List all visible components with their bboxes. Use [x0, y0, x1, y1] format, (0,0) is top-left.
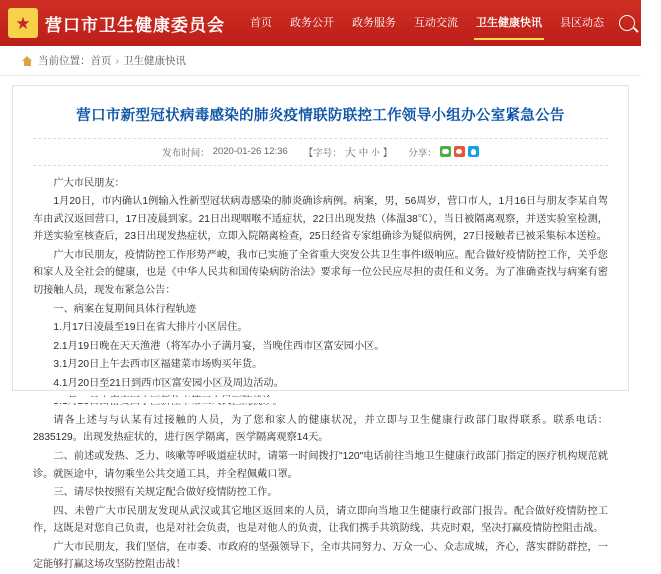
home-icon [22, 56, 33, 66]
article-paragraph: 请各上述与与认某有过接触的人员，为了您和家人的健康状况，并立即与卫生健康行政部门取得联系。联系电话：2835129。出现发热症状的，进行医学隔离，医学隔离观察14天。 [33, 414, 608, 444]
font-size-small-button[interactable]: 小 [371, 146, 380, 157]
font-size-label-end: 】 [382, 147, 393, 159]
nav-item-interaction[interactable]: 互动交流 [414, 17, 458, 29]
wechat-share-icon[interactable] [440, 146, 451, 157]
article-paragraph: 2.1月19日晚在天天渔港（将军办小子满月宴，当晚住西市区富安园小区。 [53, 340, 385, 352]
breadcrumb [0, 46, 641, 76]
user-icon[interactable] [645, 15, 661, 32]
weibo-share-icon[interactable] [454, 146, 465, 157]
article-paragraph: 四、未曾广大市民朋友发现从武汉或其它地区返回来的人员，请立即向当地卫生健康行政部门报告。配合做好疫情防控工作，这既是对您自己负责，也是对社会负责，也是对他人的负责，让我们携手共筑防线、共克时艰，坚决打赢疫情防控阻击战。 [33, 505, 608, 535]
article-paragraph: 广大市民朋友，疫情防控工作形势严峻，我市已实施了全省重大突发公共卫生事件Ⅰ级响应。配合做好疫情防控工作，关乎您和家人及全社会的健康，也是《中华人民共和国传染病防治法》要求每一位公民应尽担的责任和义务。为了准确查找与病案有密切接触人员，现发布紧急公告： [33, 249, 608, 297]
font-size-medium-button[interactable]: 中 [358, 147, 369, 159]
emblem-star-icon: ★ [15, 13, 31, 33]
header-tools [619, 15, 661, 32]
publish-time-group [162, 145, 288, 159]
breadcrumb-item-health-news[interactable]: 卫生健康快讯 [123, 55, 186, 67]
qq-share-icon[interactable] [468, 146, 479, 157]
font-size-label: 【字号： [303, 147, 342, 159]
share-group [408, 145, 479, 159]
footer-bar [0, 397, 641, 403]
nav-item-health-news[interactable]: 卫生健康快讯 [467, 0, 551, 46]
article-paragraph: 广大市民朋友，我们坚信，在市委、市政府的坚强领导下，全市共同努力、万众一心、众志成城，齐心，落实群防群控，一定能够打赢这场攻坚防控阻击战！ [33, 541, 608, 571]
article-title: 营口市新型冠状病毒感染的肺炎疫情联防联控工作领导小组办公室紧急公告 [76, 108, 565, 124]
publish-time-value: 2020-01-26 12:36 [212, 146, 288, 158]
article-paragraph: 1.月17日凌晨至19日在省大排片小区居住。 [53, 322, 248, 334]
national-emblem-icon [8, 8, 38, 38]
article-paragraph: 1月20日，市内确认1例输入性新型冠状病毒感染的肺炎确诊病例。病案，男，56周岁，营口市人，1月16日与朋友李某自驾车由武汉返回营口，17日凌晨到家。21日出现咽喉不适症状，22日出现发热（体温38℃），当日被隔离观察，并送实验室检测，并送实验室核查后，23日出现发热症状，立即入院隔离检查，25日经省专家组确诊为疑似病例，27日接触者已被采集标本送检。 [33, 196, 608, 243]
article-paragraph: 二、前述或发热、乏力、咳嗽等呼吸道症状时，请第一时间拨打"120"电话前往当地卫生健康行政部门指定的医疗机构规范就诊。就医途中，请勿乘坐公共交通工具，并全程佩戴口罩。 [33, 450, 608, 480]
article-card [12, 85, 629, 571]
publish-time-label: 发布时间： [162, 147, 210, 159]
nav-item-home[interactable]: 首页 [250, 17, 272, 29]
share-label: 分享： [408, 147, 437, 159]
breadcrumb-separator: › [115, 54, 119, 67]
site-header [0, 0, 641, 46]
search-icon[interactable] [619, 15, 635, 31]
font-size-large-button[interactable]: 大 [344, 146, 356, 159]
nav-item-government-disclosure[interactable]: 政务公开 [290, 17, 334, 29]
nav-item-government-services[interactable]: 政务服务 [352, 17, 396, 29]
main-nav [241, 0, 613, 46]
breadcrumb-label: 当前位置： [38, 55, 91, 67]
article-paragraph: 4.1月20日至21日到西市区富安园小区及周边活动。 [53, 377, 284, 389]
article-paragraph: 广大市民朋友： [53, 177, 125, 189]
font-size-group [304, 144, 393, 160]
article-paragraph: 一、病案在复期间具体行程轨迹 [53, 303, 197, 315]
nav-item-district-news[interactable]: 县区动态 [560, 17, 604, 29]
article-paragraph: 三、请尽快按照有关规定配合做好疫情防控工作。 [53, 487, 278, 499]
share-icon-list [440, 146, 479, 157]
article-meta [33, 138, 608, 166]
site-title: 营口市卫生健康委员会 [45, 15, 225, 35]
article-paragraph: 3.1月20日上午去西市区福建菜市场购买年货。 [53, 359, 263, 371]
article-body [33, 175, 608, 574]
breadcrumb-item-home[interactable]: 首页 [90, 55, 112, 67]
